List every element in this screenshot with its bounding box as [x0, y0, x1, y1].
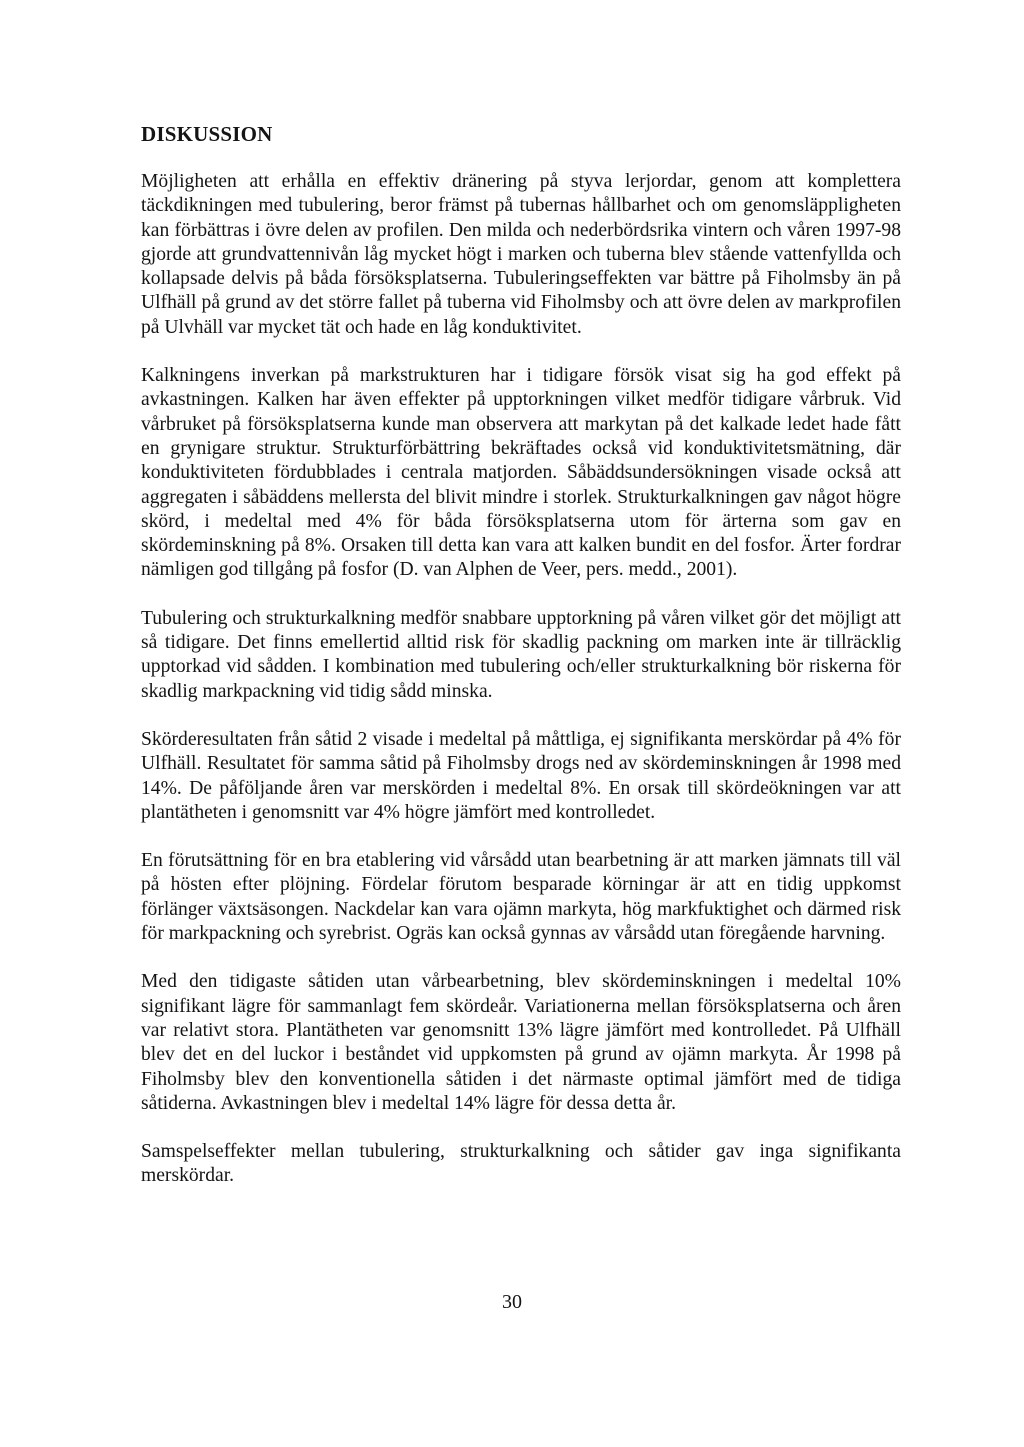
- paragraph-earliest-sowing: Med den tidigaste såtiden utan vårbearbetning, blev skördeminskningen i medeltal 10% signifikant lägre för sammanlagt fem skördeår. Variationerna mellan försöksplatserna och åren var relativt stora. Plantätheten var genomsnitt 13% lägre jämfört med kontrolledet. På Ulfhäll blev det en del luckor i beståndet vid uppkomsten på grund av ojämn markyta. År 1998 på Fiholmsby blev den konventionella såtiden i det närmaste optimal jämfört med de tidiga såtiderna. Avkastningen blev i medeltal 14% lägre för dessa detta år.: [141, 971, 901, 1114]
- section-heading: DISKUSSION: [141, 122, 273, 146]
- paragraph-tubing-liming-drying: Tubulering och strukturkalkning medför snabbare upptorkning på våren vilket gör det möjligt att så tidigare. Det finns emellertid alltid risk för skadlig packning om marken inte är tillräcklig upptorkad vid sådden. I kombination med tubulering och/eller strukturkalkning bör riskerna för skadlig markpackning vid tidig sådd minska.: [141, 607, 901, 702]
- paragraph-liming: Kalkningens inverkan på markstrukturen har i tidigare försök visat sig ha god effekt på avkastningen. Kalken har även effekter på upptorkningen vilket medför tidigare vårbruk. Vid vårbruket på försöksplatserna kunde man observera att markytan på det kalkade ledet hade fått en grynigare struktur. Strukturförbättring bekräftades också vid konduktivitetsmätning, där konduktiviteten fördubblades i centrala matjorden. Såbäddsundersökningen visade också att aggregaten i såbäddens mellersta del blivit mindre i storlek. Strukturkalkningen gav något högre skörd, i medeltal med 4% för båda försöksplatserna utom för ärterna som gav en skördeminskning på 8%. Orsaken till detta kan vara att kalken bundit en del fosfor. Ärter fordrar nämligen god tillgång på fosfor (D. van Alphen de Veer, pers. medd., 2001).: [141, 365, 901, 581]
- paragraph-sowing-time-2: Skörderesultaten från såtid 2 visade i medeltal på måttliga, ej signifikanta merskördar på 4% för Ulfhäll. Resultatet för samma såtid på Fiholmsby drogs ned av skördeminskningen år 1998 med 14%. De påföljande åren var merskörden i medeltal 8%. En orsak till skördeökningen var att plantätheten i genomsnitt var 4% högre jämfört med kontrolledet.: [141, 728, 901, 823]
- paragraph-drainage: Möjligheten att erhålla en effektiv dränering på styva lerjordar, genom att komplettera täckdikningen med tubulering, beror främst på tubernas hållbarhet och om genomsläppligheten kan förbättras i övre delen av profilen. Den milda och nederbördsrika vintern och våren 1997-98 gjorde att grundvattennivån låg mycket högt i marken och tuberna blev stående vattenfyllda och kollapsade delvis på båda försöksplatserna. Tubuleringseffekten var bättre på Fiholmsby än på Ulfhäll på grund av det större fallet på tuberna vid Fiholmsby och att övre delen av markprofilen på Ulvhäll var mycket tät och hade en låg konduktivitet.: [141, 171, 901, 338]
- body-text: [141, 170, 901, 1213]
- paragraph-spring-sowing: En förutsättning för en bra etablering vid vårsådd utan bearbetning är att marken jämnats till väl på hösten efter plöjning. Fördelar förutom besparade körningar är att en tidig uppkomst förlänger växtsäsongen. Nackdelar kan vara ojämn markyta, hög markfuktighet och därmed risk för markpackning och syrebrist. Ogräs kan också gynnas av vårsådd utan föregående harvning.: [141, 850, 901, 945]
- page-number: 30: [502, 1291, 522, 1313]
- paragraph-interaction-effects: Samspelseffekter mellan tubulering, strukturkalkning och såtider gav inga signifikanta merskördar.: [141, 1141, 901, 1187]
